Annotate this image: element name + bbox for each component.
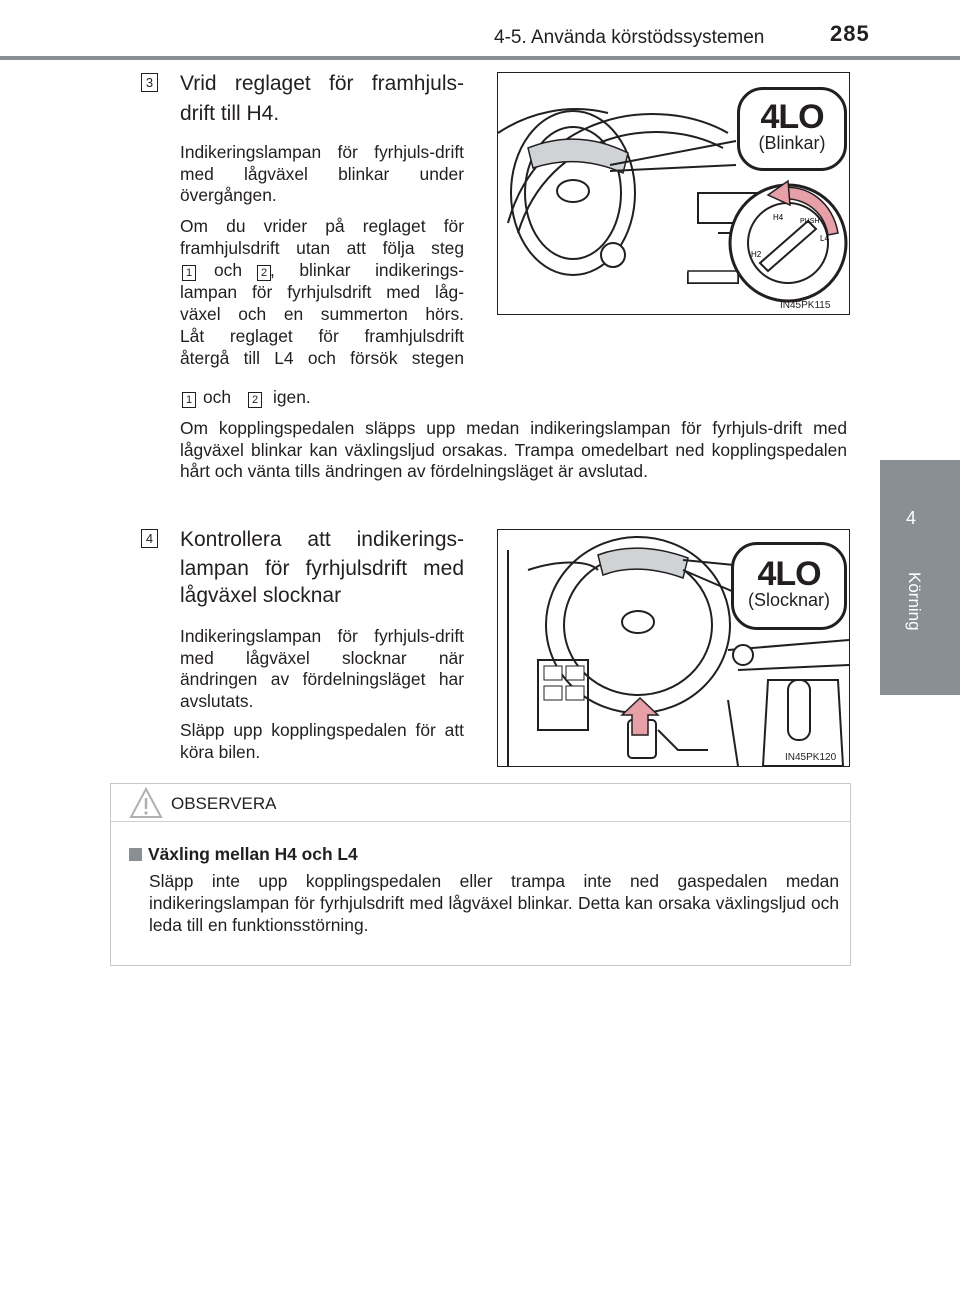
step4-title-line3: lågväxel slocknar bbox=[180, 584, 342, 607]
step3-para2-och2: och bbox=[203, 387, 232, 407]
step3-para2-line5: växel och en summerton hörs. bbox=[180, 304, 464, 324]
step3-para2-end: igen. bbox=[273, 387, 311, 407]
step-number-4: 4 bbox=[141, 529, 158, 548]
callout-blinkar: (Blinkar) bbox=[758, 133, 826, 153]
section-title: 4-5. Använda körstödssystemen bbox=[494, 27, 765, 48]
step4-title-line2: lampan för fyrhjulsdrift med bbox=[180, 557, 464, 580]
step3-para2-line4: lampan för fyrhjulsdrift med låg- bbox=[180, 282, 464, 302]
callout-4lo: 4LO bbox=[760, 98, 824, 136]
instrument-cluster-highlight-2 bbox=[598, 548, 688, 578]
warning-text: Släpp inte upp kopplingspedalen eller trampa inte ned gaspedalen medan indikeringslampan för fyrhjulsdrift med lågväxel blinkar. Detta kan orsaka växlingsljud och leda till en funktionsstörning. bbox=[149, 871, 839, 935]
knob-label-l4: L4 bbox=[820, 234, 829, 243]
callout-4lo-blinkar bbox=[737, 87, 847, 171]
chapter-tab[interactable] bbox=[880, 460, 960, 695]
figure-code-1: IN45PK115 bbox=[780, 300, 831, 311]
figure-4lo-slocknar bbox=[497, 529, 850, 767]
step-ref-1[interactable]: 1 bbox=[182, 265, 196, 281]
warning-divider bbox=[111, 821, 850, 822]
figure-4lo-blinkar bbox=[497, 72, 850, 315]
warning-subtitle-row bbox=[129, 844, 358, 865]
step3-para2-line6: Låt reglaget för framhjulsdrift bbox=[180, 326, 464, 346]
warning-subtitle: Växling mellan H4 och L4 bbox=[148, 844, 358, 864]
knob-label-h4: H4 bbox=[773, 213, 784, 222]
warning-box bbox=[110, 783, 851, 966]
step3-title-line2: drift till H4. bbox=[180, 102, 280, 125]
square-bullet-icon bbox=[129, 848, 142, 861]
step-ref-2[interactable]: 2 bbox=[257, 265, 271, 281]
step-ref-2b[interactable]: 2 bbox=[248, 392, 262, 408]
step3-para2-line3: , blinkar indikerings- bbox=[270, 260, 464, 280]
callout-4lo-2: 4LO bbox=[757, 555, 821, 593]
header-rule bbox=[0, 56, 960, 60]
callout-4lo-slocknar bbox=[731, 542, 847, 630]
step4-para1: Indikeringslampan för fyrhjuls-drift med lågväxel slocknar när ändringen av fördelningsläget har avslutats. bbox=[180, 626, 464, 711]
step3-para1: Indikeringslampan för fyrhjuls-drift med lågväxel blinkar under övergången. bbox=[180, 142, 464, 205]
instrument-cluster-highlight bbox=[528, 139, 628, 173]
step3-para2-line7: återgå till L4 och försök stegen bbox=[180, 348, 464, 368]
knob-label-push: PUSH bbox=[800, 218, 820, 225]
callout-slocknar: (Slocknar) bbox=[747, 590, 831, 610]
step-number-3: 3 bbox=[141, 73, 158, 92]
step3-para2-och: och bbox=[214, 260, 243, 280]
step4-para2: Släpp upp kopplingspedalen för att köra bilen. bbox=[180, 720, 464, 762]
chapter-label: Körning bbox=[905, 572, 924, 631]
page-number: 285 bbox=[830, 21, 870, 46]
step3-para2-line2: framhjulsdrift utan att följa steg bbox=[180, 238, 464, 258]
warning-title: OBSERVERA bbox=[171, 794, 277, 813]
step4-title-line1: Kontrollera att indikerings- bbox=[180, 528, 464, 551]
figure-code-2: IN45PK120 bbox=[785, 752, 837, 763]
chapter-number: 4 bbox=[905, 508, 916, 528]
step-ref-1b[interactable]: 1 bbox=[182, 392, 196, 408]
warning-triangle-icon bbox=[129, 786, 163, 820]
step3-para3: Om kopplingspedalen släpps upp medan indikeringslampan för fyrhjuls-drift med lågväxel blinkar kan växlingsljud orsakas. Trampa omedelbart ned kopplingspedalen hårt och vänta tills ändringen av fördelningsläget är avslutad. bbox=[180, 418, 847, 481]
step3-title-line1: Vrid reglaget för framhjuls- bbox=[180, 72, 464, 95]
knob-label-h2: H2 bbox=[751, 250, 762, 259]
chapter-label-wrap bbox=[892, 572, 932, 688]
step3-para2-line1: Om du vrider på reglaget för bbox=[180, 216, 464, 236]
gear-lever bbox=[788, 680, 810, 740]
